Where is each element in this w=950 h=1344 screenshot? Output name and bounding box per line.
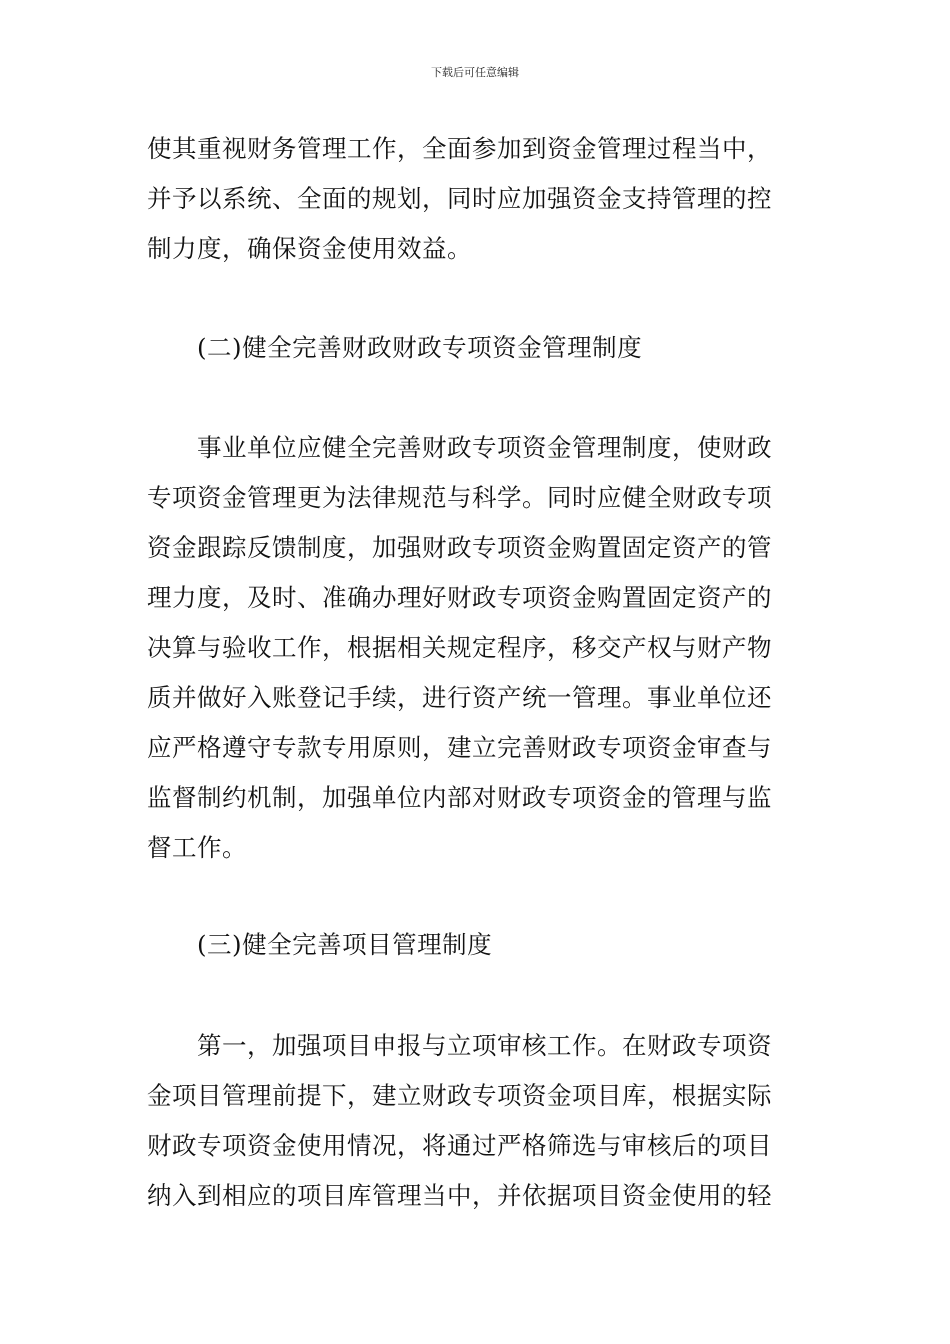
text-line: 财政专项资金使用情况，将通过严格筛选与审核后的项目 xyxy=(147,1131,772,1160)
section-heading-3 xyxy=(147,920,807,970)
text-line: 使其重视财务管理工作，全面参加到资金管理过程当中， xyxy=(147,134,772,163)
paragraph-fund-management xyxy=(147,423,807,873)
text-line: 并予以系统、全面的规划，同时应加强资金支持管理的控 xyxy=(147,184,772,213)
text-line: 督工作。 xyxy=(147,833,247,862)
text-line: 理力度，及时、准确办理好财政专项资金购置固定资产的 xyxy=(147,583,772,612)
paragraph-continuation xyxy=(147,124,807,274)
text-line: 纳入到相应的项目库管理当中，并依据项目资金使用的轻 xyxy=(147,1181,772,1210)
paragraph-project-management xyxy=(147,1021,807,1221)
text-line: 事业单位应健全完善财政专项资金管理制度，使财政 xyxy=(197,433,772,462)
heading-text: (三)健全完善项目管理制度 xyxy=(197,930,493,959)
text-line: 应严格遵守专款专用原则，建立完善财政专项资金审查与 xyxy=(147,733,772,762)
page-header: 下载后可任意编辑 xyxy=(431,66,519,79)
text-line: 制力度，确保资金使用效益。 xyxy=(147,234,472,263)
text-line: 质并做好入账登记手续，进行资产统一管理。事业单位还 xyxy=(147,683,772,712)
text-line: 决算与验收工作，根据相关规定程序，移交产权与财产物 xyxy=(147,633,772,662)
heading-text: (二)健全完善财政财政专项资金管理制度 xyxy=(197,333,643,362)
text-line: 监督制约机制，加强单位内部对财政专项资金的管理与监 xyxy=(147,783,772,812)
text-line: 金项目管理前提下，建立财政专项资金项目库，根据实际 xyxy=(147,1081,772,1110)
text-line: 资金跟踪反馈制度，加强财政专项资金购置固定资产的管 xyxy=(147,533,772,562)
text-line: 专项资金管理更为法律规范与科学。同时应健全财政专项 xyxy=(147,483,772,512)
text-line: 第一，加强项目申报与立项审核工作。在财政专项资 xyxy=(197,1031,772,1060)
section-heading-2 xyxy=(147,323,807,373)
